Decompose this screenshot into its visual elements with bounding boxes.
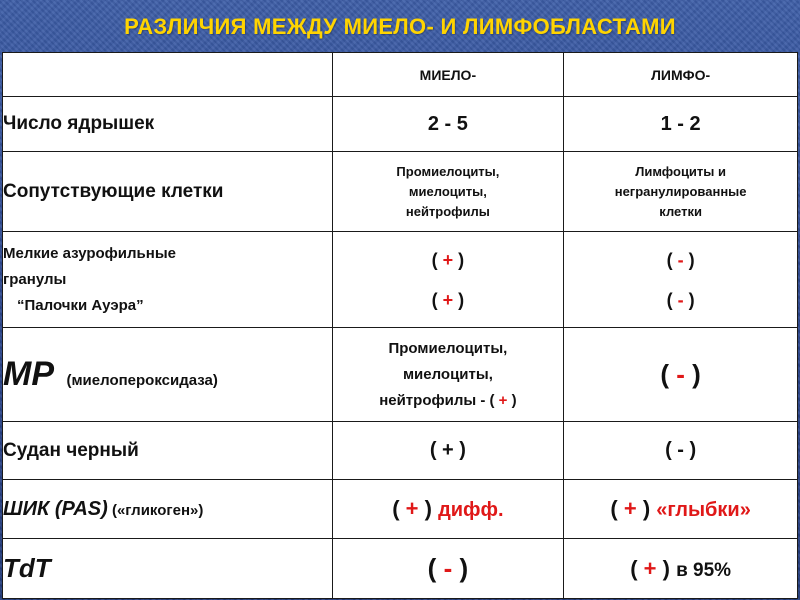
paren-open: ( bbox=[489, 391, 499, 409]
cell-limfo-pas bbox=[564, 480, 798, 539]
paren-open: ( bbox=[427, 553, 444, 583]
cell-mielo-accompanying bbox=[332, 152, 564, 232]
cell-line: Промиелоциты, bbox=[388, 339, 508, 357]
cell-note: дифф. bbox=[438, 499, 504, 521]
table-row-tdt bbox=[3, 539, 798, 599]
paren-open: ( bbox=[660, 359, 677, 389]
paren-close: ) bbox=[656, 555, 677, 581]
paren-open: ( bbox=[431, 249, 443, 270]
row-label-line: Мелкие азурофильные bbox=[3, 244, 176, 262]
paren-close: ) bbox=[453, 289, 465, 310]
paren-open: ( bbox=[666, 289, 678, 310]
paren-close: ) bbox=[452, 553, 469, 583]
cell-mielo-mp bbox=[332, 328, 564, 422]
cell-limfo-granules bbox=[564, 232, 798, 328]
row-label-tdt: TdT bbox=[3, 539, 333, 599]
plus-sign: + bbox=[623, 496, 637, 521]
paren-close: ) bbox=[684, 359, 701, 389]
row-label-mp-sub: (миелопероксидаза) bbox=[66, 372, 218, 389]
cell-line: негранулированные bbox=[614, 183, 747, 199]
plus-sign: + bbox=[405, 496, 419, 521]
paren-close: ) bbox=[418, 496, 439, 521]
cell-line: миелоциты, bbox=[408, 183, 487, 199]
sign-line bbox=[564, 240, 797, 280]
paren-open: ( bbox=[392, 496, 406, 521]
cell-mielo-granules bbox=[332, 232, 564, 328]
row-label-granules bbox=[3, 232, 333, 328]
sign-line bbox=[333, 240, 564, 280]
cell-line: Промиелоциты, bbox=[396, 163, 500, 179]
cell-limfo-accompanying bbox=[564, 152, 798, 232]
minus-sign: - bbox=[676, 359, 685, 389]
table-row-granules bbox=[3, 232, 798, 328]
table-row-sudan bbox=[3, 422, 798, 480]
minus-sign: - bbox=[677, 249, 684, 270]
minus-sign: - bbox=[677, 289, 684, 310]
slide-title: РАЗЛИЧИЯ МЕЖДУ МИЕЛО- И ЛИМФОБЛАСТАМИ bbox=[124, 14, 676, 39]
cell-text: нейтрофилы - bbox=[379, 391, 490, 409]
row-label-mp-main: МР bbox=[3, 355, 54, 393]
paren-close: ) bbox=[507, 391, 517, 409]
row-label-mp bbox=[3, 328, 333, 422]
cell-note: в 95% bbox=[676, 559, 732, 581]
cell-mielo-sudan: ( + ) bbox=[332, 422, 564, 480]
cell-line bbox=[333, 388, 564, 414]
plus-sign: + bbox=[442, 289, 454, 310]
table-row-accompanying bbox=[3, 152, 798, 232]
cell-line: клетки bbox=[659, 203, 702, 219]
sign-line bbox=[564, 280, 797, 320]
table-row-nucleoli bbox=[3, 97, 798, 152]
paren-close: ) bbox=[453, 249, 465, 270]
plus-sign: + bbox=[498, 391, 508, 409]
cell-limfo-tdt bbox=[564, 539, 798, 599]
table-row-mp bbox=[3, 328, 798, 422]
row-label-pas-sub: («гликоген») bbox=[107, 501, 204, 519]
cell-mielo-nucleoli: 2 - 5 bbox=[332, 97, 564, 152]
row-label-pas bbox=[3, 480, 333, 539]
paren-close: ) bbox=[683, 249, 695, 270]
cell-line: миелоциты, bbox=[402, 365, 493, 383]
paren-open: ( bbox=[431, 289, 443, 310]
header-mielo: МИЕЛО- bbox=[332, 53, 564, 97]
paren-close: ) bbox=[636, 496, 657, 521]
cell-note: «глыбки» bbox=[656, 499, 751, 521]
row-label-line: “Палочки Ауэра” bbox=[17, 296, 144, 314]
plus-sign: + bbox=[643, 555, 657, 581]
paren-open: ( bbox=[630, 555, 644, 581]
sign-line bbox=[333, 280, 564, 320]
table-header-row bbox=[3, 53, 798, 97]
row-label-accompanying: Сопутствующие клетки bbox=[3, 152, 333, 232]
header-limfo: ЛИМФО- bbox=[564, 53, 798, 97]
cell-limfo-mp bbox=[564, 328, 798, 422]
cell-limfo-nucleoli: 1 - 2 bbox=[564, 97, 798, 152]
cell-line: нейтрофилы bbox=[405, 203, 490, 219]
cell-mielo-tdt bbox=[332, 539, 564, 599]
minus-sign: - bbox=[443, 553, 453, 583]
row-label-nucleoli: Число ядрышек bbox=[3, 97, 333, 152]
cell-limfo-sudan: ( - ) bbox=[564, 422, 798, 480]
row-label-line: гранулы bbox=[3, 270, 67, 288]
row-label-sudan: Судан черный bbox=[3, 422, 333, 480]
paren-open: ( bbox=[610, 496, 624, 521]
cell-mielo-pas bbox=[332, 480, 564, 539]
cell-line: Лимфоциты и bbox=[635, 163, 726, 179]
row-label-pas-main: ШИК (PAS) bbox=[3, 497, 108, 520]
comparison-table bbox=[2, 52, 798, 599]
paren-open: ( bbox=[666, 249, 678, 270]
header-empty-cell bbox=[3, 53, 333, 97]
paren-close: ) bbox=[683, 289, 695, 310]
plus-sign: + bbox=[442, 249, 454, 270]
table-row-pas bbox=[3, 480, 798, 539]
